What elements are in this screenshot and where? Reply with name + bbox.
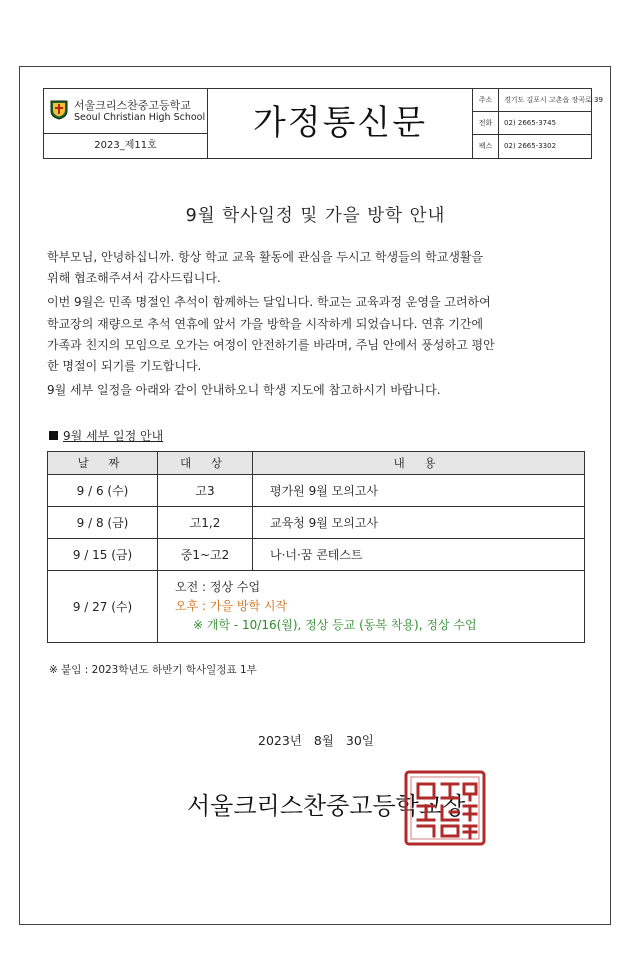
body-line: 학교장의 재량으로 추석 연휴에 앞서 가을 방학을 시작하게 되었습니다. 연휴 기간에 bbox=[47, 317, 484, 331]
fax-row bbox=[473, 135, 591, 158]
attachment-note: ※ 붙임 : 2023학년도 하반기 학사일정표 1부 bbox=[49, 664, 257, 676]
table-row bbox=[48, 571, 585, 643]
fax-label: 팩스 bbox=[473, 135, 499, 158]
body-line: 가족과 친지의 모임으로 오가는 여정이 안전하기를 바라며, 주님 안에서 풍성하고 평안 bbox=[47, 338, 495, 352]
schedule-table bbox=[47, 451, 585, 643]
body-line: 9월 세부 일정을 아래와 같이 안내하오니 학생 지도에 참고하시기 바랍니다. bbox=[47, 383, 441, 397]
target-cell: 중1~고2 bbox=[158, 539, 253, 571]
table-header-row bbox=[48, 452, 585, 475]
school-name-en: Seoul Christian High School bbox=[74, 112, 206, 123]
school-block bbox=[44, 89, 208, 134]
principal-signature: 서울크리스찬중고등학교장 bbox=[187, 792, 466, 820]
table-row bbox=[48, 539, 585, 571]
body-line: 위해 협조해주셔서 감사드립니다. bbox=[47, 271, 221, 285]
letterhead bbox=[43, 88, 603, 159]
contact-info bbox=[473, 89, 603, 158]
address-row bbox=[473, 89, 603, 112]
content-cell: 평가원 9월 모의고사 bbox=[253, 475, 585, 507]
address-label: 주소 bbox=[473, 89, 499, 111]
school-emblem-icon bbox=[50, 100, 68, 120]
phone-label: 전화 bbox=[473, 112, 499, 134]
newsletter-title: 가정통신문 bbox=[208, 89, 473, 158]
reopening-note: ※ 개학 - 10/16(월), 정상 등교 (동복 착용), 정상 수업 bbox=[193, 618, 477, 632]
date-cell: 9 / 6 (수) bbox=[48, 475, 158, 507]
content-cell: 교육청 9월 모의고사 bbox=[253, 507, 585, 539]
content-cell: 나·너·꿈 콘테스트 bbox=[253, 539, 585, 571]
column-header-target: 대 상 bbox=[158, 452, 253, 475]
body-line: 학부모님, 안녕하십니까. 항상 학교 교육 활동에 관심을 두시고 학생들의 학교생활을 bbox=[47, 250, 484, 264]
table-row bbox=[48, 507, 585, 539]
official-seal-icon bbox=[404, 770, 486, 846]
date-cell: 9 / 27 (수) bbox=[48, 571, 158, 643]
morning-note: 오전 : 정상 수업 bbox=[175, 580, 261, 594]
phone-value: 02) 2665-3745 bbox=[504, 119, 557, 127]
square-bullet-icon bbox=[49, 431, 58, 440]
target-cell: 고1,2 bbox=[158, 507, 253, 539]
target-cell: 고3 bbox=[158, 475, 253, 507]
phone-row bbox=[473, 112, 591, 135]
body-line: 이번 9월은 민족 명절인 추석이 함께하는 달입니다. 학교는 교육과정 운영을 고려하여 bbox=[47, 295, 491, 309]
column-header-date: 날 짜 bbox=[48, 452, 158, 475]
date-cell: 9 / 8 (금) bbox=[48, 507, 158, 539]
issue-number: 2023_제11호 bbox=[44, 134, 208, 158]
section-heading: 9월 세부 일정 안내 bbox=[49, 427, 163, 444]
content-cell-merged bbox=[158, 571, 585, 643]
afternoon-note: 오후 : 가을 방학 시작 bbox=[175, 599, 288, 613]
table-row bbox=[48, 475, 585, 507]
school-name-ko: 서울크리스찬중고등학교 bbox=[74, 99, 191, 112]
body-line: 한 명절이 되기를 기도합니다. bbox=[47, 359, 202, 373]
address-value: 경기도 김포시 고촌읍 장곡로 39 bbox=[504, 96, 603, 104]
fax-value: 02) 2665-3302 bbox=[504, 142, 557, 150]
document-title: 9월 학사일정 및 가을 방학 안내 bbox=[185, 206, 446, 226]
column-header-content: 내 용 bbox=[253, 452, 585, 475]
issue-date: 2023년 8월 30일 bbox=[258, 733, 374, 748]
date-cell: 9 / 15 (금) bbox=[48, 539, 158, 571]
